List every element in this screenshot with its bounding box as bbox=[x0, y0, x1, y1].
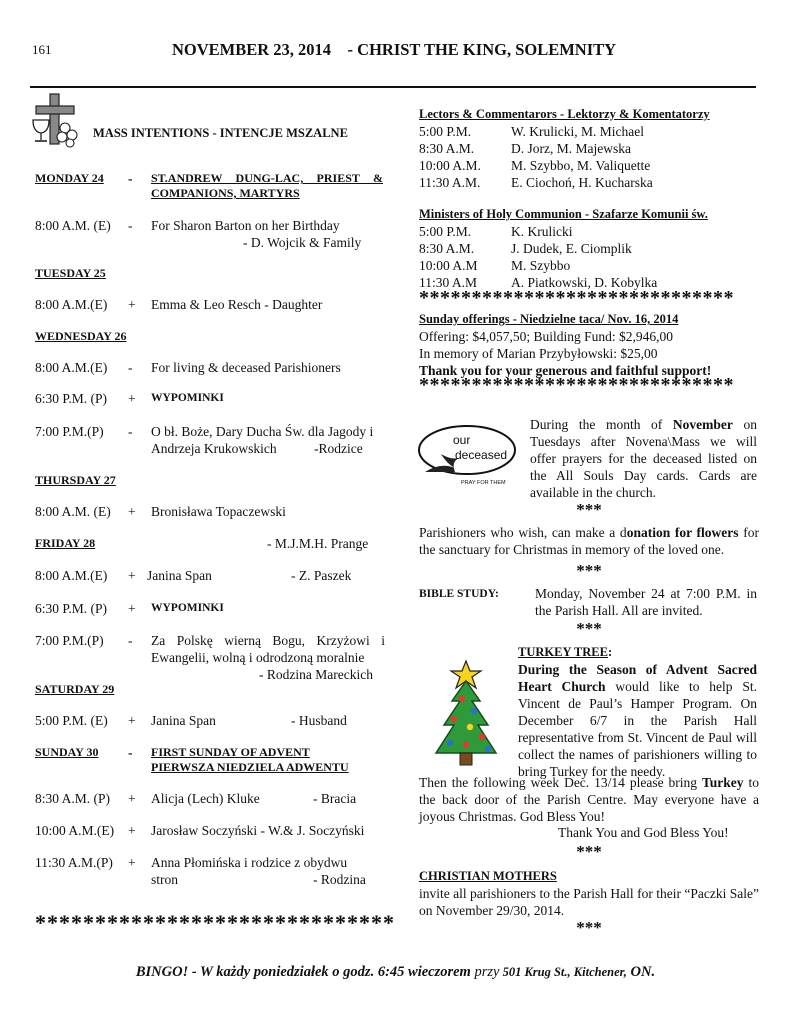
lectors-section bbox=[419, 106, 759, 191]
names-cell: W. Krulicki, M. Michael bbox=[511, 124, 644, 139]
lectors-table bbox=[419, 123, 759, 191]
thanks-line: Thank you for your generous and faithful support! bbox=[419, 363, 712, 378]
time-cell: 10:00 A.M bbox=[419, 258, 478, 273]
names-cell: K. Krulicki bbox=[511, 224, 573, 239]
christian-mothers-notice: CHRISTIAN MOTHERS invite all parishioners to the Parish Hall for their “Paczki Sale” on November 29/30, 2014. bbox=[419, 869, 759, 918]
time-cell: 8:30 A.M. bbox=[419, 241, 475, 256]
thank-you-line: Thank You and God Bless You! bbox=[558, 825, 729, 840]
chalice-cross-icon bbox=[30, 90, 80, 148]
names-cell: J. Dudek, E. Ciomplik bbox=[511, 241, 632, 256]
deceased-notice: During the month of November on Tuesdays after Novena\Mass we will offer prayers for the deceased listed on the All Souls Day cards. Cards are available in the church. bbox=[530, 417, 757, 500]
logo-our-text: our bbox=[453, 433, 471, 447]
separator-stars: *** bbox=[576, 918, 602, 937]
time-cell: 5:00 P.M. bbox=[419, 224, 472, 239]
offerings-section bbox=[419, 311, 759, 379]
christmas-tree-icon bbox=[430, 655, 502, 773]
mass-intentions-heading: MASS INTENTIONS - INTENCJE MSZALNE bbox=[93, 126, 348, 140]
minister-row bbox=[419, 223, 759, 240]
mass-intentions-list: MONDAY 24 - ST.ANDREW DUNG-LAC, PRIEST & COMPANIONS, MARTYRS 8:00 A.M. (E) - For Sharon Barton on her Birthday - D. Wojcik & Family TUESDAY 25 8:00 A.M.(E) + Emma & Leo Resch - Daughter WEDNESDAY 26 8:00 A.M.(E) - For living & deceased Parishioners 6:30 P.M. (P) + WYPOMINKI 7:00 P.M.(P) - O bł. Boże, Dary Ducha Św. dla Jagody i Andrzeja Krukowskich -Rodzice THURSDAY 27 8:00 A.M. (E) + Bronisława Topaczewski FRIDAY 28 - M.J.M.H. Prange 8:00 A.M.(E) + Janina Span - Z. Paszek 6:30 P.M. (P) + WYPOMINKI 7:00 P.M.(P) - Za Polskę wierną Bogu, Krzyżowi i Ewangelii, wolną i odrodzoną moralnie - Rodzina Mareckich SATURDAY 29 5:00 P.M. (E) + Janina Span - Husband SUNDAY 30 - FIRST SUNDAY OF ADVENT PIERWSZA NIEDZIELA ADWENTU 8:30 A.M. (P) + Alicja (Lech) Kluke - Bracia 10:00 A.M.(E) + Jarosław Soczyński - W.& J. Soczyński 11:30 A.M.(P) + Anna Płomińska i rodzice z obydwu stron - Rodzina bbox=[35, 171, 385, 887]
time-cell: 8:30 A.M. bbox=[419, 141, 475, 156]
day-wednesday: WEDNESDAY 26 bbox=[35, 329, 127, 343]
lector-row bbox=[419, 123, 759, 140]
names-cell: A. Piatkowski, D. Kobylka bbox=[511, 275, 658, 290]
minister-row bbox=[419, 257, 759, 274]
logo-pray-text: PRAY FOR THEM bbox=[461, 480, 506, 486]
ministers-table bbox=[419, 223, 759, 291]
day-thursday: THURSDAY 27 bbox=[35, 473, 116, 487]
turkey-tree-heading: TURKEY TREE bbox=[518, 645, 608, 659]
time-cell: 5:00 P.M. bbox=[419, 124, 472, 139]
lectors-heading: Lectors & Commentarors - Lektorzy & Komentatorzy bbox=[419, 107, 710, 121]
turkey-continuation: Then the following week Dec. 13/14 please bring Turkey to the back door of the Parish Centre. May everyone have a joyous Christmas. God Bless You! bbox=[419, 775, 759, 824]
memorial-line: In memory of Marian Przybyłowski: $25,00 bbox=[419, 346, 658, 361]
day-saturday: SATURDAY 29 bbox=[35, 682, 115, 696]
separator-stars: *** bbox=[576, 619, 602, 638]
header-rule bbox=[30, 86, 756, 88]
lector-row bbox=[419, 174, 759, 191]
turkey-tree-notice: TURKEY TREE: During the Season of Advent Sacred Heart Church would like to help St. Vincent de Paul’s Hamper Program. On December 6/7 in the Parish Hall representative from St. Vincent de Paul will collect the names of parishioners willing to bring Turkey for the needy. bbox=[518, 645, 757, 779]
lector-row bbox=[419, 157, 759, 174]
offerings-line: Offering: $4,057,50; Building Fund: $2,946,00 bbox=[419, 329, 674, 344]
ministers-heading: Ministers of Holy Communion - Szafarze Komunii św. bbox=[419, 207, 708, 221]
separator-stars: *** bbox=[576, 842, 602, 861]
logo-deceased-text: deceased bbox=[455, 448, 508, 462]
names-cell: M. Szybbo, M. Valiquette bbox=[511, 158, 651, 173]
page-title: NOVEMBER 23, 2014 - CHRIST THE KING, SOLEMNITY bbox=[172, 40, 617, 59]
bingo-footer: BINGO! - W każdy poniedziałek o godz. 6:45 wieczorem przy 501 Krug St., Kitchener, ON. bbox=[135, 964, 656, 980]
time-cell: 11:30 A.M bbox=[419, 275, 478, 290]
names-cell: M. Szybbo bbox=[511, 258, 571, 273]
minister-row bbox=[419, 240, 759, 257]
right-stars-divider-1: ****************************** bbox=[419, 287, 734, 309]
bible-study-notice: BIBLE STUDY: Monday, November 24 at 7:00 P.M. in the Parish Hall. All are invited. bbox=[419, 586, 757, 618]
right-stars-divider-2: ****************************** bbox=[419, 374, 734, 396]
left-stars-divider: ****************************** bbox=[35, 910, 395, 935]
names-cell: D. Jorz, M. Majewska bbox=[511, 141, 631, 156]
offerings-heading: Sunday offerings - Niedzielne taca/ Nov. 16, 2014 bbox=[419, 312, 679, 326]
our-deceased-logo bbox=[417, 420, 521, 488]
page-number: 161 bbox=[32, 42, 52, 57]
names-cell: E. Ciochoń, H. Kucharska bbox=[511, 175, 653, 190]
lector-row bbox=[419, 140, 759, 157]
time-cell: 11:30 A.M. bbox=[419, 175, 481, 190]
separator-stars: *** bbox=[576, 561, 602, 580]
christian-mothers-heading: CHRISTIAN MOTHERS bbox=[419, 869, 557, 883]
ministers-section bbox=[419, 206, 759, 291]
day-tuesday: TUESDAY 25 bbox=[35, 266, 106, 280]
flowers-notice: Parishioners who wish, can make a donation for flowers for the sanctuary for Christmas in memory of the loved one. bbox=[419, 525, 759, 557]
time-cell: 10:00 A.M. bbox=[419, 158, 481, 173]
separator-stars: *** bbox=[576, 500, 602, 519]
